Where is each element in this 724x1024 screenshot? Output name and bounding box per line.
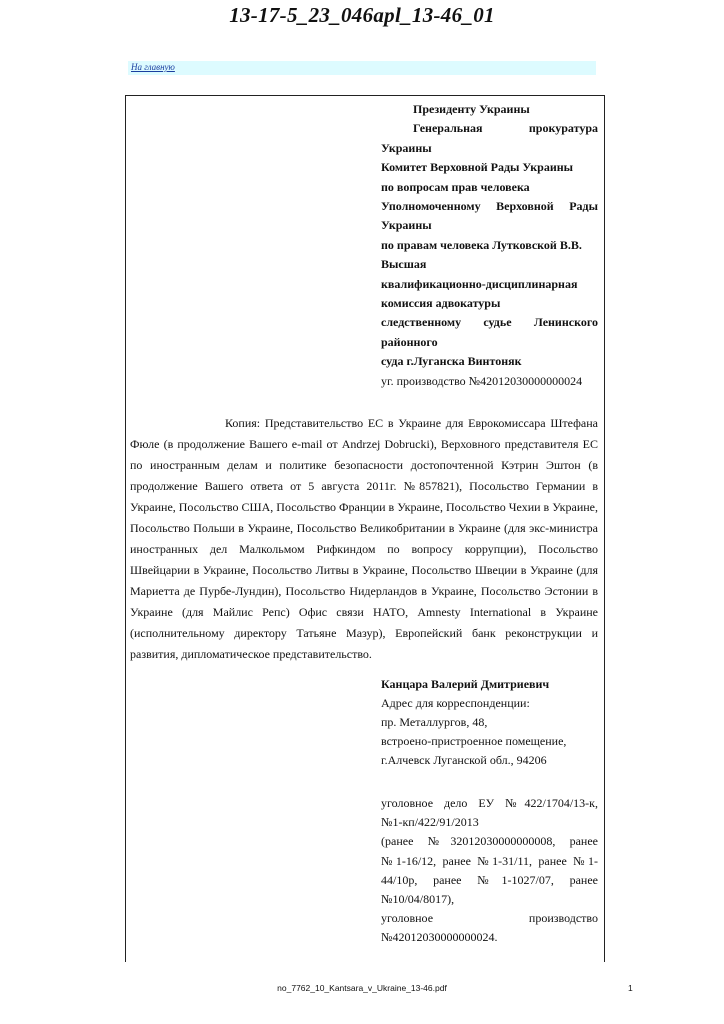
addressee-line: Генеральная прокуратура: [413, 121, 598, 136]
sender-street: пр. Металлургов, 48,: [381, 715, 488, 729]
addressee-line: Украины: [381, 140, 432, 155]
sender-city: г.Алчевск Луганской обл., 94206: [381, 753, 547, 767]
footer-filename: no_7762_10_Kantsara_v_Ukraine_13-46.pdf: [277, 983, 447, 993]
addressee-line: Украины: [381, 218, 432, 233]
document-title: 13-17-5_23_046apl_13-46_01: [229, 3, 495, 27]
case-block: [381, 794, 598, 948]
case-line: 44/10р, ранее №1-1027/07, ранее: [381, 872, 598, 887]
addressee-line: по правам человека Лутковской В.В.: [381, 237, 582, 252]
addressee-line: комиссия адвокатуры: [381, 296, 501, 311]
addressee-line: по вопросам прав человека: [381, 179, 530, 194]
addressee-line: следственному судье Ленинского: [381, 315, 598, 330]
case-line: (ранее №32012030000000008, ранее: [381, 834, 598, 849]
addressee-line: Комитет Верховной Рады Украины: [381, 160, 574, 175]
addressee-line: квалификационно-дисциплинарная: [381, 276, 578, 291]
addressee-line: Высшая: [381, 257, 427, 272]
sender-address-label: Адрес для корреспонденции:: [381, 696, 530, 710]
nav-bar: [128, 61, 596, 75]
copies-paragraph: Копия: Представительство ЕС в Украине для Еврокомиссара Штефана Фюле (в продолжение Вашего e-mail от Andrzej Dobrucki), Верховного представителя ЕС по иностранным делам и политике безопасности достопочтенной Кэтрин Эштон (в продолжение Вашего ответа от 5 августа 2011г. №857821), Посольство Германии в Украине, Посольство США, Посольство Франции в Украине, Посольство Чехии в Украине, Посольство Польши в Украине, Посольство Великобритании в Украине (для экс-министра иностранных дел Малкольмом Рифкиндом по вопросу коррупции), Посольство Швейцарии в Украине, Посольство Литвы в Украине, Посольство Швеции в Украине (для Мариетта де Пурбе-Лундин), Посольство Нидерландов в Украине, Посольство Эстонии в Украине (для Майлис Репс) Офис связи НАТО, Amnesty International в Украине (исполнительному директору Татьяне Мазур), Европейский банк реконструкции и развития, дипломатическое представительство.: [130, 416, 598, 661]
footer-page-number: 1: [628, 983, 633, 993]
addressee-block: [381, 100, 598, 391]
case-line: №10/04/8017),: [381, 892, 455, 907]
case-line: №1-кп/422/91/2013: [381, 815, 479, 830]
case-line: №42012030000000024.: [381, 930, 498, 945]
case-line: №1-16/12, ранее №1-31/11, ранее №1-: [381, 853, 598, 868]
addressee-line: районного: [381, 334, 438, 349]
sender-premises: встроено-пристроенное помещение,: [381, 734, 567, 748]
case-line: уголовное производство: [381, 911, 598, 926]
home-link[interactable]: На главную: [131, 62, 175, 72]
addressee-line: Уполномоченному Верховной Рады: [381, 199, 598, 214]
addressee-line: Президенту Украины: [413, 102, 530, 116]
sender-block: [381, 675, 598, 770]
addressee-line: уг. производство №42012030000000024: [381, 373, 583, 388]
sender-name: Канцара Валерий Дмитриевич: [381, 677, 550, 691]
addressee-line: суда г.Луганска Винтоняк: [381, 354, 522, 369]
case-line: уголовное дело ЕУ №422/1704/13-к,: [381, 796, 598, 810]
